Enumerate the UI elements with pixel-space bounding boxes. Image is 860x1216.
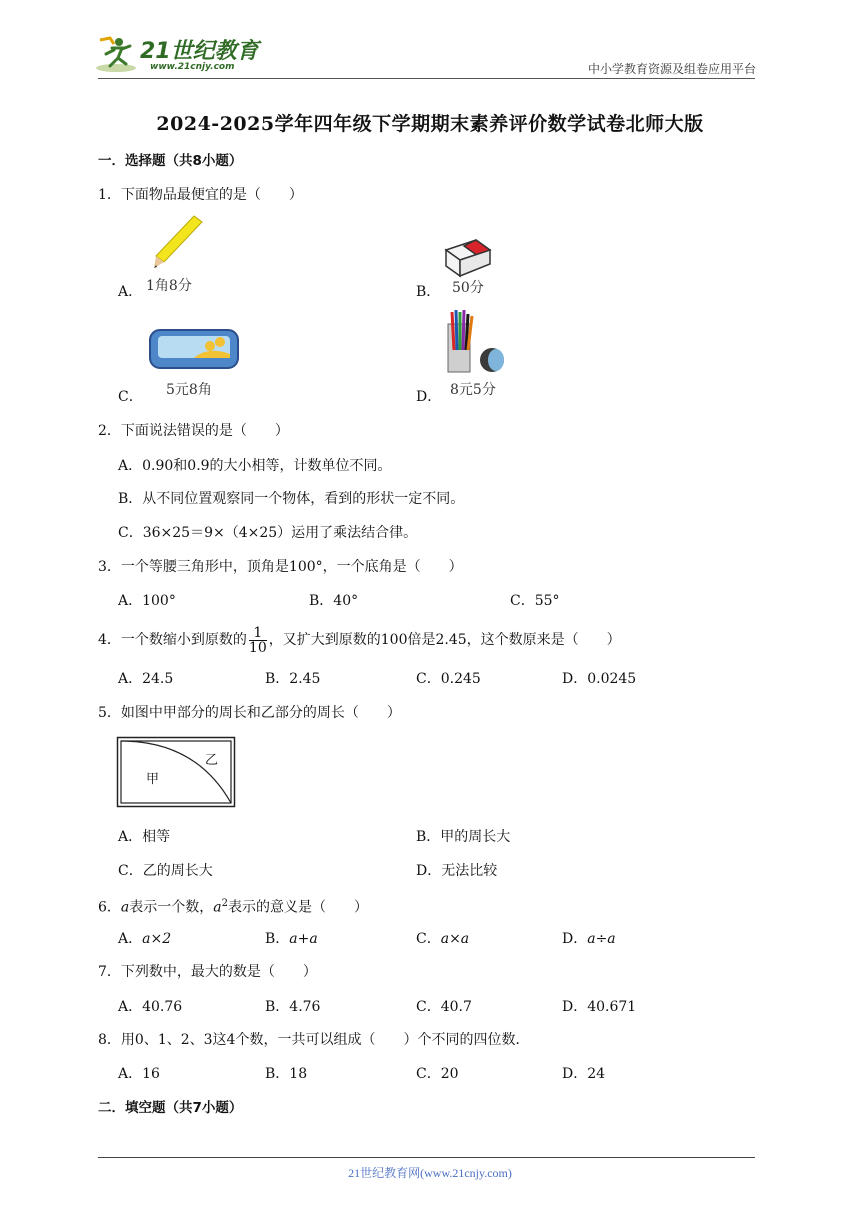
q4-fraction-numerator: 1: [249, 626, 267, 641]
q7-option-c: C．40.7: [416, 999, 472, 1015]
q2-option-a: A．0.90和0.9的大小相等，计数单位不同。: [118, 458, 392, 474]
q6-option-c-label: C．: [416, 931, 441, 947]
q2-option-c: C．36×25＝9×（4×25）运用了乘法结合律。: [118, 525, 418, 541]
q4-fraction-denominator: 10: [248, 639, 267, 656]
section-heading-fill: 二．填空题（共7小题）: [98, 1100, 243, 1116]
q7-option-d: D．40.671: [562, 999, 637, 1015]
q7-stem: 7．下列数中，最大的数是（ ）: [98, 964, 317, 980]
q4-option-d: D．0.0245: [562, 671, 637, 687]
q5-option-a: A．相等: [118, 829, 171, 845]
q5-option-b: B．甲的周长大: [416, 829, 511, 845]
q6-exponent: 2: [221, 898, 229, 909]
q4-stem: [98, 624, 621, 656]
q3-stem: 3．一个等腰三角形中，顶角是100°，一个底角是（ ）: [98, 559, 463, 575]
q7-option-b: B．4.76: [265, 999, 321, 1015]
q8-stem: 8．用0、1、2、3这4个数，一共可以组成（ ）个不同的四位数．: [98, 1032, 530, 1048]
q1-option-b-label: B．: [416, 284, 441, 300]
q1-option-a-price: 1角8分: [146, 278, 192, 294]
q4-stem-after: ，又扩大到原数的100倍是2.45，这个数原来是（ ）: [268, 632, 621, 648]
q5-stem: 5．如图中甲部分的周长和乙部分的周长（ ）: [98, 705, 401, 721]
q6-stem: [98, 895, 368, 917]
q6-var-2: a: [213, 899, 222, 916]
q6-option-d-label: D．: [562, 931, 588, 947]
q6-stem-end: 表示的意义是（ ）: [228, 899, 369, 916]
q6-option-a-expr: a×2: [142, 931, 172, 947]
q8-option-b: B．18: [265, 1066, 308, 1082]
q8-option-c: C．20: [416, 1066, 459, 1082]
pencil-case-icon: [146, 326, 242, 374]
q4-option-b: B．2.45: [265, 671, 321, 687]
q1-option-d-label: D．: [416, 389, 442, 405]
q5-figure: [116, 736, 236, 808]
q6-option-b: [265, 930, 318, 948]
q4-option-c: C．0.245: [416, 671, 481, 687]
q1-stem: 1．下面物品最便宜的是（ ）: [98, 187, 303, 203]
q5-option-d: D．无法比较: [416, 863, 498, 879]
header-rule: [98, 78, 755, 79]
q6-number: 6．: [98, 899, 121, 916]
q8-option-a: A．16: [118, 1066, 160, 1082]
logo-text: 21世纪教育: [140, 39, 259, 64]
q4-option-a: A．24.5: [118, 671, 174, 687]
q4-fraction: [249, 626, 267, 655]
q6-option-d-expr: a÷a: [587, 931, 616, 947]
section-heading-choice: 一．选择题（共8小题）: [98, 153, 243, 169]
q8-option-d: D．24: [562, 1066, 606, 1082]
q6-option-c: [416, 930, 469, 948]
q1-option-b-price: 50分: [452, 280, 484, 296]
q3-option-b: B．40°: [309, 593, 359, 609]
q5-option-c: C．乙的周长大: [118, 863, 213, 879]
header-right-text: 中小学教育资源及组卷应用平台: [587, 62, 756, 76]
q5-label-yi: 乙: [205, 753, 219, 768]
q1-option-c-price: 5元8角: [166, 382, 212, 398]
q7-option-a: A．40.76: [118, 999, 183, 1015]
q3-option-c: C．55°: [510, 593, 560, 609]
q4-stem-before: 4．一个数缩小到原数的: [98, 632, 247, 648]
q6-option-d: [562, 930, 616, 948]
pencil-icon: [150, 212, 206, 272]
q2-option-b: B．从不同位置观察同一个物体，看到的形状一定不同。: [118, 491, 465, 507]
q6-option-c-expr: a×a: [440, 931, 470, 947]
q6-option-a-label: A．: [118, 931, 143, 947]
logo-url: www.21cnjy.com: [150, 62, 235, 72]
q6-option-a: [118, 930, 171, 948]
q6-option-b-expr: a+a: [289, 931, 318, 947]
q6-option-b-label: B．: [265, 931, 290, 947]
q6-stem-mid: 表示一个数，: [129, 899, 214, 916]
footer-rule: [98, 1157, 755, 1158]
q5-label-jia: 甲: [146, 772, 160, 787]
q6-var: a: [120, 899, 130, 916]
page-title: 2024-2025学年四年级下学期期末素养评价数学试卷北师大版: [156, 113, 704, 135]
marker-set-icon: [444, 310, 510, 376]
eraser-icon: [440, 236, 496, 280]
q1-option-d-price: 8元5分: [450, 382, 496, 398]
q1-option-c-label: C．: [118, 389, 143, 405]
q1-option-a-label: A．: [118, 284, 143, 300]
q3-option-a: A．100°: [118, 593, 176, 609]
q2-stem: 2．下面说法错误的是（ ）: [98, 423, 289, 439]
footer-text[interactable]: 21世纪教育网(www.21cnjy.com): [348, 1166, 512, 1180]
